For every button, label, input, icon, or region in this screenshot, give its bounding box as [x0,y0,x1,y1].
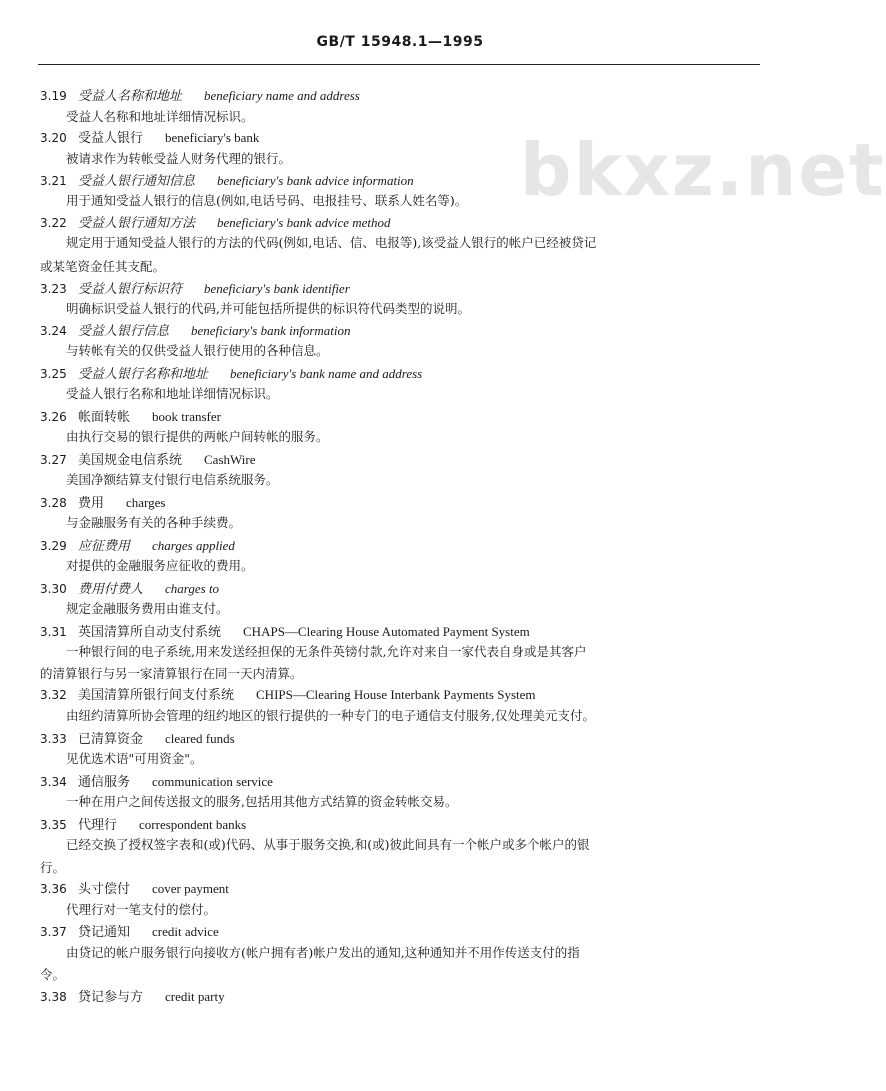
term-3-19 [40,86,360,106]
term-definition: 代理行对一笔支付的偿付。 [66,902,217,917]
term-en: charges [126,495,166,510]
term-definition: 由执行交易的银行提供的两帐户间转帐的服务。 [66,429,329,444]
term-en: CHIPS—Clearing House Interbank Payments System [256,687,536,702]
term-3-28 [40,493,165,513]
term-definition: 明确标识受益人银行的代码,并可能包括所提供的标识符代码类型的说明。 [66,301,470,316]
term-number: 3.30 [40,582,67,596]
term-en: book transfer [152,409,221,424]
term-definition: 用于通知受益人银行的信息(例如,电话号码、电报挂号、联系人姓名等)。 [66,193,468,208]
watermark: bkxz.net [520,128,886,212]
page-header: GB/T 15948.1—1995 [316,34,484,50]
term-3-35 [40,815,246,835]
term-zh: 费用 [78,496,105,511]
term-definition: 对提供的金融服务应征收的费用。 [66,558,254,573]
term-zh: 贷记参与方 [78,990,144,1005]
term-3-24 [40,321,351,341]
term-zh: 美国规金电信系统 [78,453,183,468]
term-definition-continued: 令。 [40,967,66,982]
term-definition: 由纽约清算所协会管理的纽约地区的银行提供的一种专门的电子通信支付服务,仅处理美元支付。 [66,708,595,723]
term-zh: 帐面转帐 [78,410,131,425]
term-number: 3.33 [40,732,67,746]
term-definition: 由贷记的帐户服务银行向接收方(帐户拥有者)帐户发出的通知,这种通知并不用作传送支付的指 [66,945,580,960]
term-en: charges to [165,581,220,596]
term-en: beneficiary's bank [165,130,260,145]
term-3-21 [40,171,414,191]
term-definition: 一种在用户之间传送报文的服务,包括用其他方式结算的资金转帐交易。 [66,794,458,809]
term-en: beneficiary's bank advice method [217,215,391,230]
term-number: 3.25 [40,367,67,381]
term-definition: 美国净额结算支付银行电信系统服务。 [66,472,279,487]
term-zh: 代理行 [78,818,118,833]
term-definition: 与金融服务有关的各种手续费。 [66,515,242,530]
term-3-36 [40,879,229,899]
term-en: beneficiary's bank advice information [217,173,414,188]
term-en: correspondent banks [139,817,247,832]
term-number: 3.32 [40,688,67,702]
term-3-23 [40,279,350,299]
term-3-30 [40,579,219,599]
term-number: 3.27 [40,453,67,467]
term-3-27 [40,450,255,470]
term-zh: 费用付费人 [78,582,144,597]
term-definition-continued: 的清算银行与另一家清算银行在同一天内清算。 [40,666,303,681]
term-zh: 已清算资金 [78,732,144,747]
term-definition: 一种银行间的电子系统,用来发送经担保的无条件英镑付款,允许对来自一家代表自身或是其客户 [66,644,587,659]
term-zh: 应征费用 [78,539,131,554]
term-zh: 受益人银行名称和地址 [78,367,209,382]
term-3-22 [40,213,391,233]
term-number: 3.35 [40,818,67,832]
term-number: 3.34 [40,775,67,789]
term-number: 3.36 [40,882,67,896]
term-number: 3.20 [40,131,67,145]
term-number: 3.38 [40,990,67,1004]
term-3-38 [40,987,225,1007]
term-number: 3.26 [40,410,67,424]
term-number: 3.19 [40,89,67,103]
term-en: CashWire [204,452,256,467]
term-en: CHAPS—Clearing House Automated Payment System [243,624,530,639]
term-definition: 被请求作为转帐受益人财务代理的银行。 [66,151,292,166]
term-en: cover payment [152,881,229,896]
term-3-32 [40,685,536,705]
term-number: 3.21 [40,174,67,188]
term-en: beneficiary's bank identifier [204,281,350,296]
term-en: beneficiary's bank information [191,323,351,338]
term-en: beneficiary name and address [204,88,360,103]
term-en: cleared funds [165,731,235,746]
term-zh: 头寸偿付 [78,882,131,897]
term-zh: 受益人银行 [78,131,144,146]
term-3-20 [40,128,259,148]
term-definition-continued: 行。 [40,860,66,875]
term-en: credit advice [152,924,219,939]
term-definition: 见优选术语"可用资金"。 [66,751,203,766]
term-3-34 [40,772,273,792]
term-zh: 英国清算所自动支付系统 [78,625,222,640]
term-number: 3.24 [40,324,67,338]
term-en: communication service [152,774,273,789]
term-number: 3.31 [40,625,67,639]
term-en: charges applied [152,538,235,553]
term-zh: 受益人银行信息 [78,324,170,339]
term-zh: 美国清算所银行间支付系统 [78,688,235,703]
term-zh: 通信服务 [78,775,131,790]
term-number: 3.29 [40,539,67,553]
term-number: 3.22 [40,216,67,230]
term-en: credit party [165,989,225,1004]
term-definition: 与转帐有关的仅供受益人银行使用的各种信息。 [66,343,329,358]
term-3-37 [40,922,219,942]
term-definition: 已经交换了授权签字表和(或)代码、从事于服务交换,和(或)彼此间具有一个帐户或多个帐户的银 [66,837,590,852]
term-number: 3.23 [40,282,67,296]
term-zh: 受益人银行通知信息 [78,174,196,189]
term-definition: 受益人银行名称和地址详细情况标识。 [66,386,279,401]
header-rule [38,64,760,65]
term-number: 3.37 [40,925,67,939]
term-zh: 贷记通知 [78,925,131,940]
term-3-26 [40,407,221,427]
term-zh: 受益人名称和地址 [78,89,183,104]
term-definition: 受益人名称和地址详细情况标识。 [66,109,254,124]
term-3-33 [40,729,235,749]
term-number: 3.28 [40,496,67,510]
term-definition: 规定金融服务费用由谁支付。 [66,601,229,616]
term-definition: 规定用于通知受益人银行的方法的代码(例如,电话、信、电报等),该受益人银行的帐户已经被贷记 [66,235,597,250]
term-3-29 [40,536,235,556]
term-zh: 受益人银行标识符 [78,282,183,297]
term-en: beneficiary's bank name and address [230,366,423,381]
term-definition-continued: 或某笔资金任其支配。 [40,259,166,274]
term-3-25 [40,364,422,384]
term-zh: 受益人银行通知方法 [78,216,196,231]
term-3-31 [40,622,530,642]
